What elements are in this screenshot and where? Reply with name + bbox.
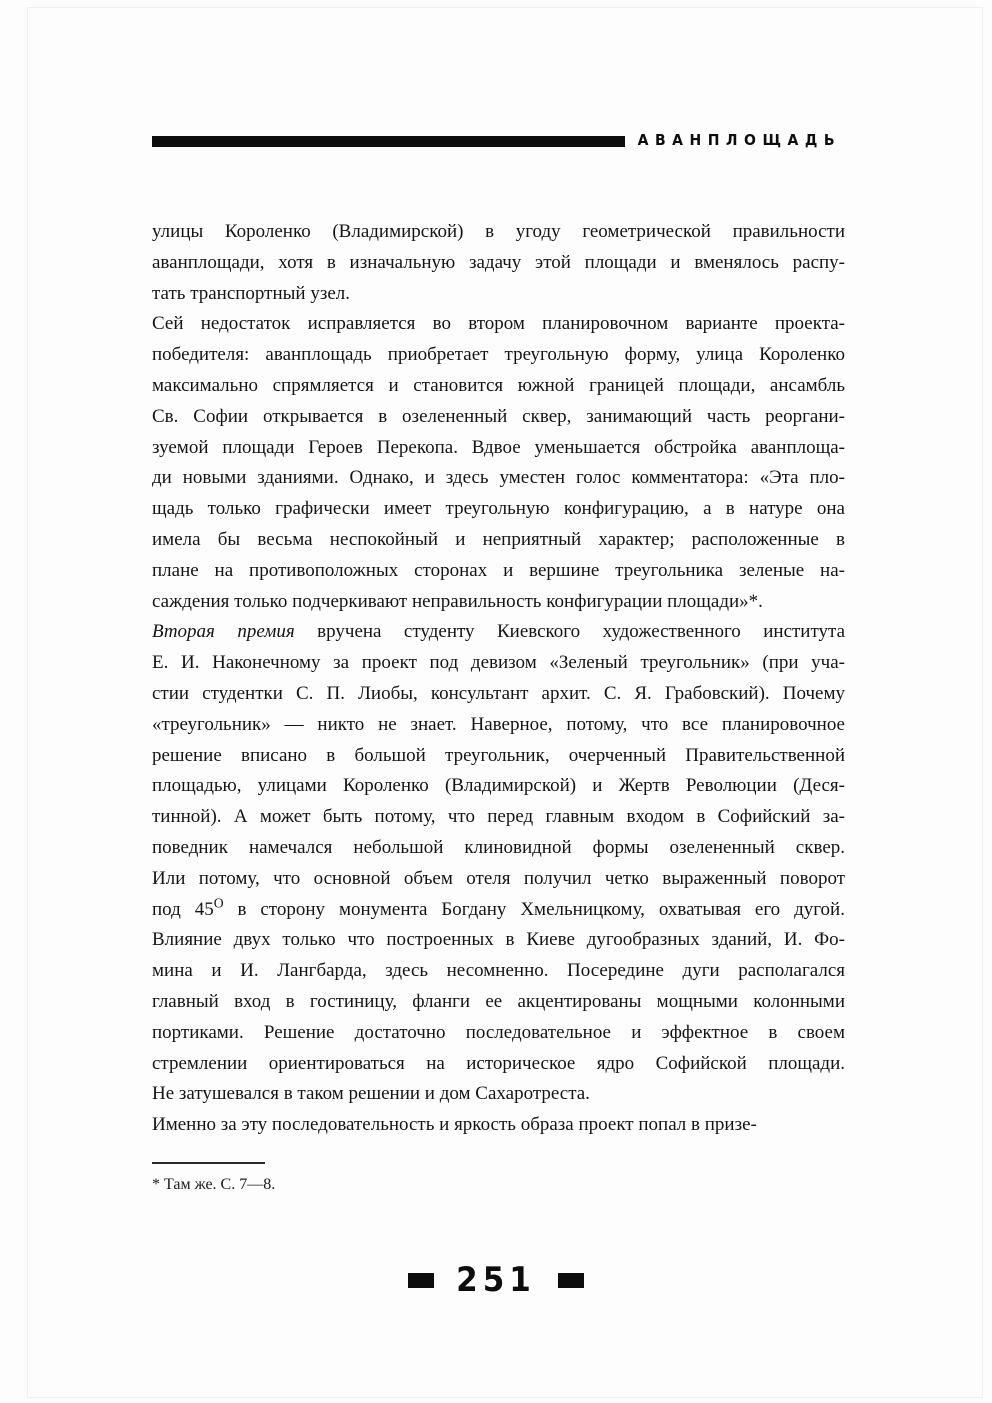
running-header (152, 133, 841, 149)
text-line: стремлении ориентироваться на историческое ядро Софийской площади. (152, 1052, 845, 1074)
text-line: поведник намечался небольшой клиновидной формы озелененный сквер. (152, 836, 845, 858)
text-line: Вторая премия вручена студенту Киевского художественного института (152, 621, 846, 643)
text-line: портиками. Решение достаточно последовательное и эффектное в своем (152, 1021, 845, 1043)
text-line: главный вход в гостиницу, фланги ее акцентированы мощными колонными (152, 990, 845, 1012)
text-line: щадь только графически имеет треугольную конфигурацию, а в натуре она (152, 498, 845, 520)
text-line: «треугольник» — никто не знает. Наверное, потому, что все планировочное (152, 713, 845, 735)
text-line: имела бы весьма неспокойный и неприятный характер; расположенные в (152, 528, 845, 550)
text-line: максимально спрямляется и становится южной границей площади, ансамбль (152, 374, 845, 396)
text-line: аванплощади, хотя в изначальную задачу этой площади и вменялось распу- (152, 251, 845, 273)
text-line: Влияние двух только что построенных в Киеве дугообразных зданий, И. Фо- (152, 929, 845, 951)
page-number: 251 (456, 1260, 536, 1300)
footnote-rule (152, 1162, 265, 1164)
text-line: решение вписано в большой треугольник, очерченный Правительственной (152, 744, 845, 766)
text-line: зуемой площади Героев Перекопа. Вдвое уменьшается обстройка аванплоща- (152, 436, 845, 458)
text-line: саждения только подчеркивают неправильность конфигурации площади»*. (152, 590, 763, 612)
text-line: Или потому, что основной объем отеля получил четко выраженный поворот (152, 867, 845, 889)
text-line: тинной). А может быть потому, что перед главным входом в Софийский за- (152, 806, 845, 828)
text-line: победителя: аванплощадь приобретает треугольную форму, улица Короленко (152, 344, 845, 366)
paragraph (152, 1110, 845, 1141)
page-number-ornament-right (558, 1273, 584, 1288)
text-line: под $45^О$ в сторону монумента Богдану Хмельницкому, охватывая его дугой. (152, 895, 845, 920)
paragraph (152, 617, 845, 1110)
footnote-text: * Там же. С. 7—8. (152, 1176, 276, 1193)
text-line: стии студентки С. П. Лиобы, консультант архит. С. Я. Грабовский). Почему (152, 682, 845, 704)
header-rule-bar (152, 136, 625, 147)
text-line: ди новыми зданиями. Однако, и здесь уместен голос комментатора: «Эта пло- (152, 467, 845, 489)
text-line: Сей недостаток исправляется во втором планировочном варианте проекта- (152, 313, 845, 335)
text-line: плане на противоположных сторонах и вершине треугольника зеленые на- (152, 559, 845, 581)
text-line: Именно за эту последовательность и яркость образа проект попал в призе- (152, 1114, 757, 1136)
paragraph (152, 309, 845, 617)
page-number-block (0, 1262, 992, 1298)
text-line: Е. И. Наконечному за проект под девизом «Зеленый треугольник» (при уча- (152, 652, 845, 674)
text-line: мина и И. Лангбарда, здесь несомненно. Посередине дуги располагался (152, 960, 845, 982)
page-number-ornament-left (408, 1273, 434, 1288)
body-text (152, 217, 845, 1141)
chapter-title: АВАНПЛОЩАДЬ (637, 132, 841, 150)
text-line: Не затушевался в таком решении и дом Сахаротреста. (152, 1083, 590, 1105)
text-line: Св. Софии открывается в озелененный сквер, занимающий часть реоргани- (152, 405, 845, 427)
text-line: площадью, улицами Короленко (Владимирской) и Жертв Революции (Деся- (152, 775, 845, 797)
text-line: тать транспортный узел. (152, 282, 351, 304)
text-line: улицы Короленко (Владимирской) в угоду геометрической правильности (152, 221, 845, 242)
paragraph (152, 217, 845, 309)
